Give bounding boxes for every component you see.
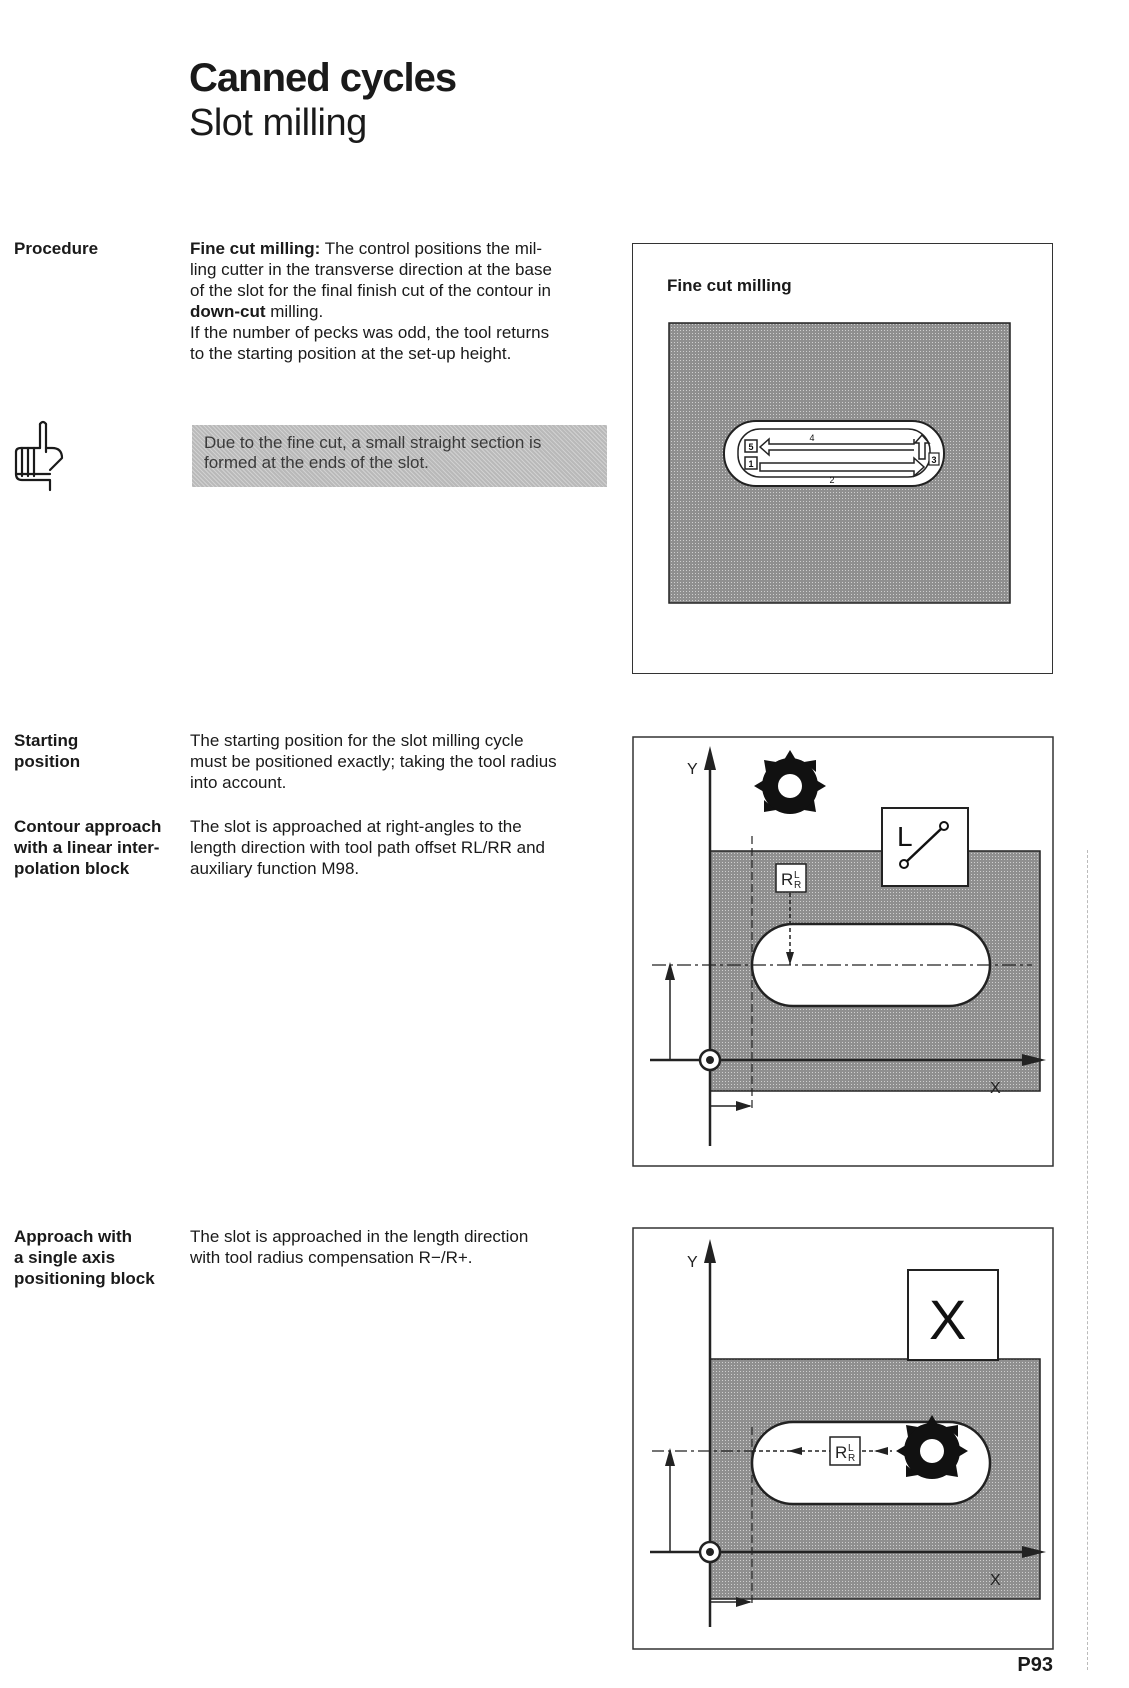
starting-label-2: position	[14, 752, 81, 771]
procedure-text	[190, 238, 610, 364]
procedure-text-2: ling cutter in the transverse direction at the base	[190, 260, 552, 279]
pointing-hand-icon	[10, 418, 70, 493]
path-number-5: 5	[748, 442, 754, 452]
contour-label	[14, 816, 161, 879]
starting-text-1: The starting position for the slot milling cycle	[190, 731, 524, 750]
single-axis-text-2: with tool radius compensation R−/R+.	[190, 1248, 473, 1267]
starting-label-1: Starting	[14, 731, 79, 750]
procedure-bold-word: down-cut	[190, 302, 266, 321]
x-key-letter: X	[929, 1288, 967, 1351]
contour-label-2: with a linear inter-	[14, 838, 160, 857]
radius-offset-label: R	[781, 870, 794, 889]
contour-text-2: length direction with tool path offset RL/RR and	[190, 838, 546, 857]
single-axis-label-2: a single axis	[14, 1248, 116, 1267]
procedure-text-4: milling.	[265, 302, 324, 321]
svg-text:R: R	[848, 1453, 856, 1464]
contour-text-3: auxiliary function M98.	[190, 859, 360, 878]
procedure-text-5: If the number of pecks was odd, the tool returns	[190, 323, 550, 342]
single-axis-text	[190, 1226, 610, 1268]
note-box	[192, 425, 607, 487]
procedure-text-3: of the slot for the final finish cut of the contour in	[190, 281, 551, 300]
x-axis-label: X	[990, 1080, 1001, 1097]
y-axis-label: Y	[687, 761, 698, 778]
linear-key-letter: L	[897, 821, 913, 852]
linear-approach-diagram	[632, 736, 1054, 1167]
fine-cut-diagram	[632, 243, 1053, 674]
svg-text:L: L	[848, 1443, 854, 1454]
single-axis-label	[14, 1226, 155, 1289]
contour-text	[190, 816, 610, 879]
svg-text:L: L	[794, 870, 800, 881]
procedure-label: Procedure	[14, 239, 99, 258]
fine-cut-figure-title: Fine cut milling	[667, 276, 792, 295]
page-title: Canned cycles	[189, 56, 457, 100]
margin-rule	[1087, 850, 1089, 1670]
note-line-1: Due to the fine cut, a small straight section is	[204, 433, 542, 452]
svg-text:R: R	[794, 880, 802, 891]
starting-text-2: must be positioned exactly; taking the tool radius	[190, 752, 557, 771]
page-number: P93	[1017, 1654, 1053, 1676]
y-axis-label: Y	[687, 1254, 698, 1271]
path-number-4: 4	[809, 433, 815, 443]
path-number-1: 1	[748, 459, 754, 469]
starting-text-3: into account.	[190, 773, 287, 792]
x-axis-label: X	[990, 1572, 1001, 1589]
procedure-text-1: The control positions the mil-	[320, 239, 543, 258]
path-number-3: 3	[931, 455, 937, 465]
note-line-2: formed at the ends of the slot.	[204, 453, 429, 472]
page-subtitle: Slot milling	[189, 102, 367, 144]
contour-label-3: polation block	[14, 859, 130, 878]
single-axis-diagram	[632, 1227, 1054, 1650]
procedure-text-6: to the starting position at the set-up height.	[190, 344, 512, 363]
contour-label-1: Contour approach	[14, 817, 162, 836]
linear-function-key	[882, 808, 968, 886]
contour-text-1: The slot is approached at right-angles to the	[190, 817, 522, 836]
single-axis-text-1: The slot is approached in the length direction	[190, 1227, 529, 1246]
single-axis-label-3: positioning block	[14, 1269, 155, 1288]
starting-text	[190, 730, 610, 793]
procedure-lead: Fine cut milling:	[190, 239, 321, 258]
starting-label	[14, 730, 80, 772]
path-number-2: 2	[829, 475, 835, 485]
single-axis-label-1: Approach with	[14, 1227, 133, 1246]
svg-text:R: R	[835, 1443, 848, 1462]
